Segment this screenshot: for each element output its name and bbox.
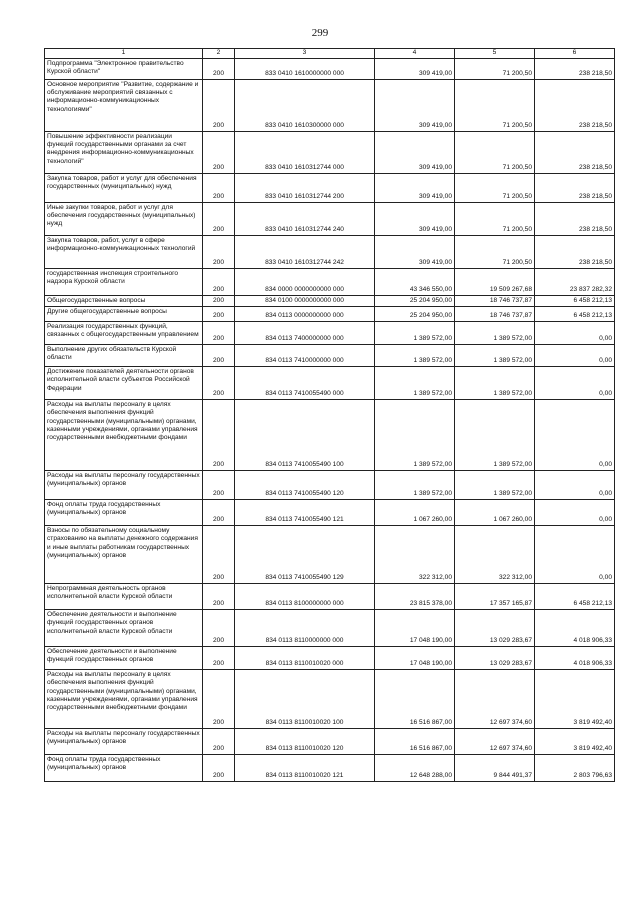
row-name-cell: Иные закупки товаров, работ и услуг для обеспечения государственных (муниципальных) нужд (45, 203, 203, 236)
row-code-cell: 200 (203, 132, 235, 174)
row-value-col4-cell: 43 346 550,00 (375, 269, 455, 296)
table-row (45, 610, 615, 647)
row-value-col6-cell: 0,00 (535, 322, 615, 345)
row-classifier-cell: 834 0100 0000000000 000 (235, 296, 375, 307)
row-value-col6-cell: 0,00 (535, 400, 615, 471)
row-code-cell: 200 (203, 400, 235, 471)
table-row (45, 236, 615, 269)
row-value-col6-cell: 6 458 212,13 (535, 296, 615, 307)
row-value-col6-cell: 238 218,50 (535, 59, 615, 80)
row-name-cell: Общегосударственные вопросы (45, 296, 203, 307)
row-code-cell: 200 (203, 471, 235, 500)
row-classifier-cell: 834 0113 8110010020 120 (235, 729, 375, 755)
row-name-cell: Расходы на выплаты персоналу в целях обеспечения выполнения функций государственными (муниципальными) органами, казенными учреждениями, органами управления государственными внебюджетными фондами (45, 670, 203, 729)
row-code-cell: 200 (203, 500, 235, 526)
row-code-cell: 200 (203, 59, 235, 80)
row-value-col4-cell: 16 516 867,00 (375, 729, 455, 755)
row-value-col6-cell: 4 018 906,33 (535, 647, 615, 670)
row-name-cell: Фонд оплаты труда государственных (муниципальных) органов (45, 755, 203, 782)
row-value-col5-cell: 18 746 737,87 (455, 296, 535, 307)
row-code-cell: 200 (203, 296, 235, 307)
row-classifier-cell: 834 0113 8110010020 100 (235, 670, 375, 729)
row-value-col6-cell: 0,00 (535, 345, 615, 367)
row-name-cell: Расходы на выплаты персоналу государственных (муниципальных) органов (45, 729, 203, 755)
table-row (45, 526, 615, 584)
row-name-cell: Взносы по обязательному социальному страхованию на выплаты денежного содержания и иные выплаты работникам государственных (муниципальных) органов (45, 526, 203, 584)
row-value-col4-cell: 1 389 572,00 (375, 367, 455, 400)
row-classifier-cell: 833 0410 1610312744 000 (235, 132, 375, 174)
page-number: 299 (311, 27, 329, 39)
row-classifier-cell: 834 0113 7410055490 121 (235, 500, 375, 526)
table-row (45, 345, 615, 367)
row-code-cell: 200 (203, 236, 235, 269)
row-classifier-cell: 833 0410 1610000000 000 (235, 59, 375, 80)
row-value-col4-cell: 25 204 950,00 (375, 307, 455, 322)
row-classifier-cell: 834 0113 7400000000 000 (235, 322, 375, 345)
row-value-col5-cell: 71 200,50 (455, 132, 535, 174)
row-value-col6-cell: 238 218,50 (535, 236, 615, 269)
row-value-col6-cell: 0,00 (535, 500, 615, 526)
table-row (45, 80, 615, 132)
table-row (45, 584, 615, 610)
row-code-cell: 200 (203, 345, 235, 367)
row-classifier-cell: 834 0113 8100000000 000 (235, 584, 375, 610)
table-row (45, 269, 615, 296)
row-name-cell: Реализация государственных функций, связанных с общегосударственным управлением (45, 322, 203, 345)
row-value-col5-cell: 1 389 572,00 (455, 367, 535, 400)
table-row (45, 729, 615, 755)
row-classifier-cell: 833 0410 1610300000 000 (235, 80, 375, 132)
table-row (45, 174, 615, 203)
row-value-col5-cell: 12 697 374,60 (455, 729, 535, 755)
row-classifier-cell: 834 0113 8110010020 000 (235, 647, 375, 670)
table-row (45, 670, 615, 729)
row-name-cell: Выполнение других обязательств Курской области (45, 345, 203, 367)
row-value-col6-cell: 238 218,50 (535, 203, 615, 236)
row-name-cell: Непрограммная деятельность органов исполнительной власти Курской области (45, 584, 203, 610)
row-name-cell: Расходы на выплаты персоналу государственных (муниципальных) органов (45, 471, 203, 500)
table-row (45, 755, 615, 782)
column-header: 1 (45, 49, 203, 59)
row-code-cell: 200 (203, 174, 235, 203)
row-value-col5-cell: 18 746 737,87 (455, 307, 535, 322)
row-code-cell: 200 (203, 647, 235, 670)
row-name-cell: Расходы на выплаты персоналу в целях обеспечения выполнения функций государственными (муниципальными) органами, казенными учреждениями, органами управления государственными внебюджетными фондами (45, 400, 203, 471)
row-classifier-cell: 834 0113 8110010020 121 (235, 755, 375, 782)
column-header: 5 (455, 49, 535, 59)
row-value-col5-cell: 19 509 267,68 (455, 269, 535, 296)
row-value-col5-cell: 322 312,00 (455, 526, 535, 584)
row-classifier-cell: 834 0113 7410055490 100 (235, 400, 375, 471)
table-row (45, 307, 615, 322)
row-value-col5-cell: 17 357 165,87 (455, 584, 535, 610)
row-value-col4-cell: 1 067 260,00 (375, 500, 455, 526)
row-value-col4-cell: 25 204 950,00 (375, 296, 455, 307)
row-value-col4-cell: 17 048 190,00 (375, 610, 455, 647)
row-name-cell: Достижение показателей деятельности органов исполнительной власти субъектов Российской Федерации (45, 367, 203, 400)
row-value-col5-cell: 71 200,50 (455, 59, 535, 80)
row-value-col4-cell: 309 419,00 (375, 59, 455, 80)
row-classifier-cell: 834 0113 7410055490 120 (235, 471, 375, 500)
row-value-col4-cell: 309 419,00 (375, 236, 455, 269)
row-code-cell: 200 (203, 269, 235, 296)
row-value-col4-cell: 309 419,00 (375, 80, 455, 132)
row-name-cell: Другие общегосударственные вопросы (45, 307, 203, 322)
row-value-col6-cell: 6 458 212,13 (535, 307, 615, 322)
row-value-col6-cell: 3 819 492,40 (535, 670, 615, 729)
column-header: 6 (535, 49, 615, 59)
row-value-col5-cell: 71 200,50 (455, 236, 535, 269)
table-row (45, 296, 615, 307)
row-value-col4-cell: 1 389 572,00 (375, 400, 455, 471)
row-name-cell: государственная инспекция строительного надзора Курской области (45, 269, 203, 296)
table-row (45, 59, 615, 80)
table-row (45, 400, 615, 471)
row-value-col6-cell: 0,00 (535, 367, 615, 400)
row-code-cell: 200 (203, 526, 235, 584)
row-value-col5-cell: 1 389 572,00 (455, 322, 535, 345)
row-value-col4-cell: 12 648 288,00 (375, 755, 455, 782)
row-value-col5-cell: 1 389 572,00 (455, 345, 535, 367)
row-value-col4-cell: 16 516 867,00 (375, 670, 455, 729)
row-name-cell: Закупка товаров, работ и услуг для обеспечения государственных (муниципальных) нужд (45, 174, 203, 203)
row-code-cell: 200 (203, 203, 235, 236)
row-value-col4-cell: 309 419,00 (375, 203, 455, 236)
row-name-cell: Фонд оплаты труда государственных (муниципальных) органов (45, 500, 203, 526)
row-value-col6-cell: 23 837 282,32 (535, 269, 615, 296)
table-row (45, 322, 615, 345)
row-value-col5-cell: 13 029 283,67 (455, 610, 535, 647)
column-header: 4 (375, 49, 455, 59)
row-value-col4-cell: 1 389 572,00 (375, 471, 455, 500)
row-value-col6-cell: 3 819 492,40 (535, 729, 615, 755)
row-classifier-cell: 834 0113 0000000000 000 (235, 307, 375, 322)
row-value-col6-cell: 238 218,50 (535, 132, 615, 174)
table-row (45, 471, 615, 500)
row-value-col5-cell: 1 389 572,00 (455, 471, 535, 500)
row-classifier-cell: 834 0113 7410055490 000 (235, 367, 375, 400)
row-value-col6-cell: 6 458 212,13 (535, 584, 615, 610)
table-row (45, 132, 615, 174)
row-value-col5-cell: 13 029 283,67 (455, 647, 535, 670)
row-code-cell: 200 (203, 729, 235, 755)
row-name-cell: Обеспечение деятельности и выполнение функций государственных органов (45, 647, 203, 670)
row-value-col4-cell: 309 419,00 (375, 132, 455, 174)
row-code-cell: 200 (203, 367, 235, 400)
row-code-cell: 200 (203, 670, 235, 729)
row-value-col6-cell: 4 018 906,33 (535, 610, 615, 647)
row-value-col5-cell: 12 697 374,60 (455, 670, 535, 729)
row-classifier-cell: 834 0113 7410000000 000 (235, 345, 375, 367)
row-value-col5-cell: 1 067 260,00 (455, 500, 535, 526)
row-classifier-cell: 833 0410 1610312744 242 (235, 236, 375, 269)
row-code-cell: 200 (203, 610, 235, 647)
row-name-cell: Повышение эффективности реализации функций государственными органами за счет внедрения информационно-коммуникационных технологий" (45, 132, 203, 174)
row-value-col4-cell: 309 419,00 (375, 174, 455, 203)
row-code-cell: 200 (203, 584, 235, 610)
header-row (45, 49, 615, 59)
row-value-col4-cell: 322 312,00 (375, 526, 455, 584)
row-code-cell: 200 (203, 322, 235, 345)
column-header: 3 (235, 49, 375, 59)
row-code-cell: 200 (203, 307, 235, 322)
row-name-cell: Закупка товаров, работ, услуг в сфере информационно-коммуникационных технологий (45, 236, 203, 269)
row-value-col4-cell: 23 815 378,00 (375, 584, 455, 610)
row-value-col6-cell: 2 803 796,63 (535, 755, 615, 782)
table-row (45, 647, 615, 670)
row-name-cell: Подпрограмма "Электронное правительство Курской области" (45, 59, 203, 80)
row-code-cell: 200 (203, 755, 235, 782)
row-value-col4-cell: 1 389 572,00 (375, 345, 455, 367)
budget-table (44, 48, 615, 782)
row-value-col6-cell: 0,00 (535, 471, 615, 500)
row-classifier-cell: 833 0410 1610312744 200 (235, 174, 375, 203)
row-classifier-cell: 834 0113 8110000000 000 (235, 610, 375, 647)
row-value-col6-cell: 238 218,50 (535, 174, 615, 203)
row-value-col5-cell: 71 200,50 (455, 203, 535, 236)
row-value-col5-cell: 71 200,50 (455, 80, 535, 132)
row-code-cell: 200 (203, 80, 235, 132)
table-row (45, 500, 615, 526)
column-header: 2 (203, 49, 235, 59)
row-value-col5-cell: 71 200,50 (455, 174, 535, 203)
row-classifier-cell: 834 0000 0000000000 000 (235, 269, 375, 296)
table-row (45, 203, 615, 236)
row-value-col5-cell: 9 844 491,37 (455, 755, 535, 782)
row-name-cell: Обеспечение деятельности и выполнение функций государственных органов исполнительной власти Курской области (45, 610, 203, 647)
row-value-col4-cell: 17 048 190,00 (375, 647, 455, 670)
row-value-col4-cell: 1 389 572,00 (375, 322, 455, 345)
table-row (45, 367, 615, 400)
row-name-cell: Основное мероприятие "Развитие, содержание и обслуживание мероприятий связанных с информационно-коммуникационных технологиями" (45, 80, 203, 132)
row-classifier-cell: 833 0410 1610312744 240 (235, 203, 375, 236)
row-value-col5-cell: 1 389 572,00 (455, 400, 535, 471)
row-classifier-cell: 834 0113 7410055490 129 (235, 526, 375, 584)
row-value-col6-cell: 238 218,50 (535, 80, 615, 132)
row-value-col6-cell: 0,00 (535, 526, 615, 584)
